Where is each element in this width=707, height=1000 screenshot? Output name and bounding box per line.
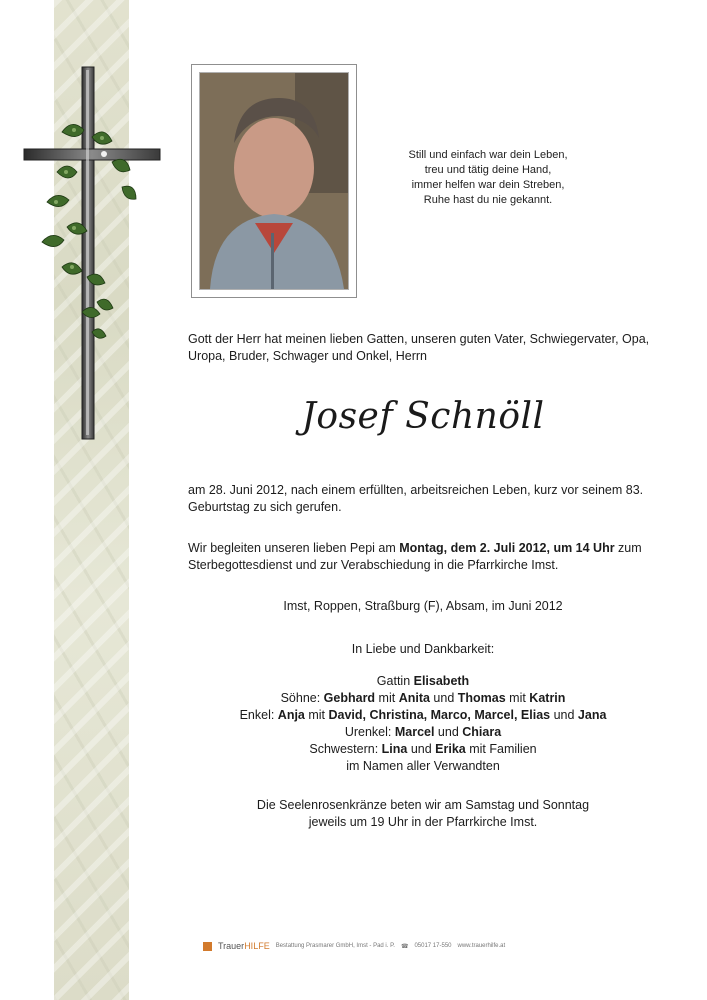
mourner-line-sisters xyxy=(188,741,658,758)
mourner-name: David, Christina, Marco, Marcel, Elias xyxy=(328,708,551,722)
mourner-line-grandchildren xyxy=(188,707,658,724)
connector: mit xyxy=(375,691,399,705)
funeral-date: Montag, dem 2. Juli 2012, um 14 Uhr xyxy=(399,541,615,555)
mourner-name: Katrin xyxy=(529,691,566,705)
mourner-name: Anita xyxy=(398,691,430,705)
poem-line: immer helfen war dein Streben, xyxy=(411,179,565,191)
connector: und xyxy=(434,725,463,739)
portrait-photo-frame xyxy=(191,64,357,298)
deceased-name: Josef Schnöll xyxy=(301,396,545,437)
funeral-text xyxy=(188,540,658,574)
poem-line: treu und tätig deine Hand, xyxy=(424,164,552,176)
mourner-name: Erika xyxy=(435,742,466,756)
rosary-line: Die Seelenrosenkränze beten wir am Samstag und Sonntag xyxy=(256,798,590,812)
mourner-line-relatives: im Namen aller Verwandten xyxy=(346,759,500,773)
mourner-name: Anja xyxy=(277,708,305,722)
connector: und xyxy=(407,742,436,756)
mourner-line-sons xyxy=(188,690,658,707)
mourner-line-great-grandchildren xyxy=(188,724,658,741)
portrait-photo xyxy=(200,73,348,289)
intro-text: Gott der Herr hat meinen lieben Gatten, unseren guten Vater, Schwiegervater, Opa, Uropa, Bruder, Schwager und Onkel, Herrn xyxy=(188,332,650,363)
footer-company: Bestattung Prasmarer GmbH, Imst - Pad i. P. xyxy=(275,943,395,949)
mourner-name: Gebhard xyxy=(323,691,376,705)
footer-logo xyxy=(218,941,270,951)
cross-with-ivy-icon xyxy=(22,62,167,447)
mourner-name: Marcel xyxy=(394,725,435,739)
logo-icon xyxy=(203,942,212,951)
poem-line: Still und einfach war dein Leben, xyxy=(408,149,568,161)
funeral-pre: Wir begleiten unseren lieben Pepi am xyxy=(188,541,400,555)
poem xyxy=(388,148,588,208)
connector: und xyxy=(550,708,578,722)
phone-icon: ☎ xyxy=(400,943,409,950)
connector: und xyxy=(429,691,458,705)
poem-line: Ruhe hast du nie gekannt. xyxy=(423,194,553,206)
funeral-post: zum Sterbegottesdienst und zur Verabschiedung in die Pfarrkirche Imst. xyxy=(188,541,642,572)
connector: mit xyxy=(304,708,329,722)
place-date: Imst, Roppen, Straßburg (F), Absam, im Juni 2012 xyxy=(283,599,563,613)
footer xyxy=(203,940,505,952)
connector: mit xyxy=(505,691,530,705)
label: Söhne: xyxy=(280,691,324,705)
footer-web[interactable]: www.trauerhilfe.at xyxy=(457,943,506,949)
rosary-line: jeweils um 19 Uhr in der Pfarrkirche Imst. xyxy=(308,815,538,829)
mourner-name: Thomas xyxy=(457,691,506,705)
mourners-list xyxy=(188,673,658,775)
label: Gattin xyxy=(376,674,414,688)
label: Urenkel: xyxy=(344,725,395,739)
mourner-name: Elisabeth xyxy=(413,674,470,688)
label: Enkel: xyxy=(239,708,278,722)
mourner-name: Lina xyxy=(381,742,408,756)
death-text: am 28. Juni 2012, nach einem erfüllten, arbeitsreichen Leben, kurz vor seinem 83. Geburtstag zu sich gerufen. xyxy=(188,483,644,514)
footer-phone: 05017 17-550 xyxy=(414,943,452,949)
logo-prefix: Trauer xyxy=(218,941,245,951)
mourner-line-wife xyxy=(188,673,658,690)
label: Schwestern: xyxy=(309,742,382,756)
connector: mit Familien xyxy=(465,742,537,756)
logo-suffix: HILFE xyxy=(244,941,270,951)
mourner-name: Chiara xyxy=(462,725,502,739)
rosary-text xyxy=(188,797,658,831)
mourner-name: Jana xyxy=(577,708,607,722)
gratitude-line: In Liebe und Dankbarkeit: xyxy=(351,642,495,656)
